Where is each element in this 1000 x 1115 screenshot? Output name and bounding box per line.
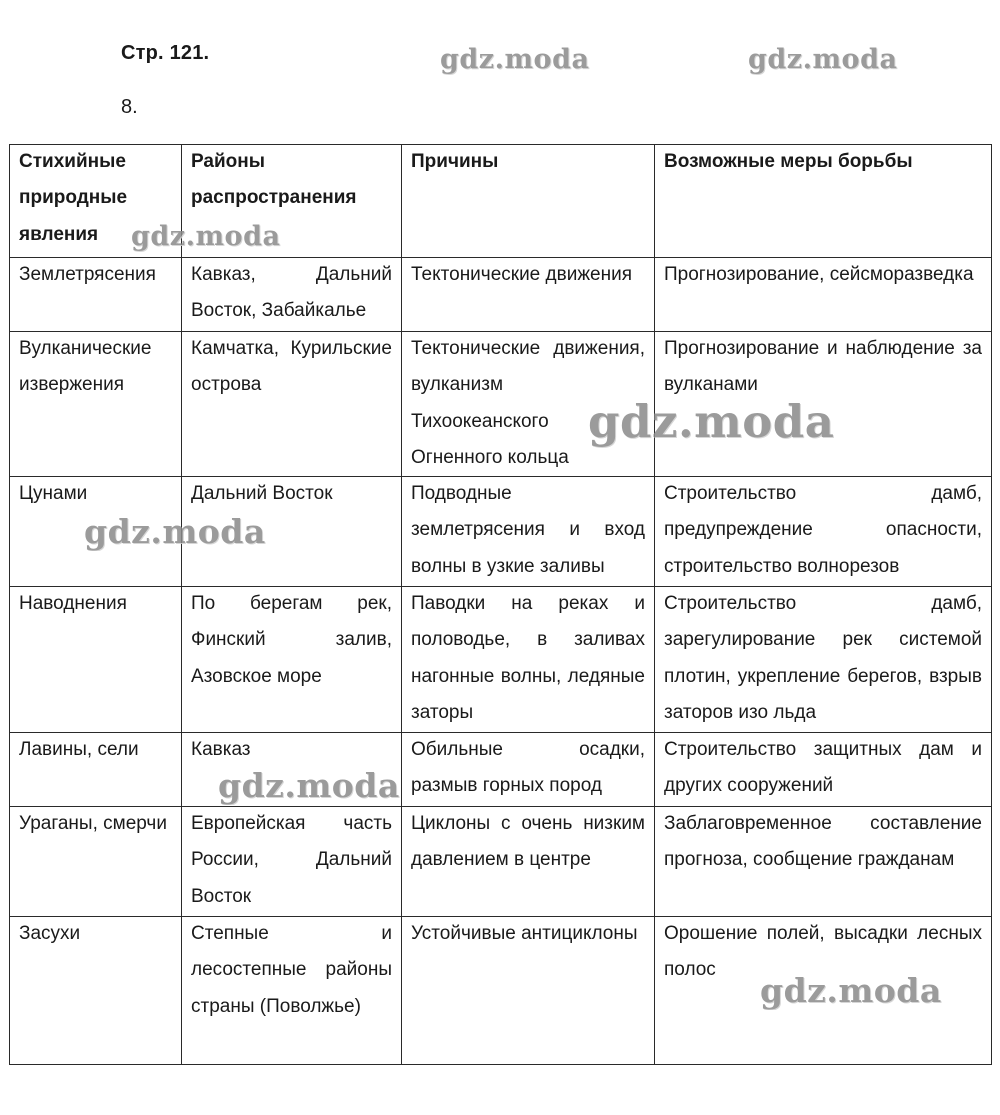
table-row [10, 807, 992, 917]
column-header-regions: Районы распространения [182, 145, 402, 258]
column-header-phenomenon: Стихийные природные явления [10, 145, 182, 258]
cell-regions: Кавказ, Дальний Восток, Забайкалье [182, 258, 402, 332]
cell-measures: Строительство защитных дам и других сооружений [655, 733, 992, 807]
cell-causes: Циклоны с очень низким давлением в центре [402, 807, 655, 917]
table-header-row [10, 145, 992, 258]
cell-causes: Подводные землетрясения и вход волны в узкие заливы [402, 477, 655, 587]
cell-phenomenon: Вулканические извержения [10, 332, 182, 477]
table-row [10, 477, 992, 587]
cell-regions: Степные и лесостепные районы страны (Поволжье) [182, 917, 402, 1065]
watermark: gdz.moda [131, 221, 281, 252]
cell-causes: Тектонические движения [402, 258, 655, 332]
cell-measures: Прогнозирование, сейсморазведка [655, 258, 992, 332]
cell-causes: Обильные осадки, размыв горных пород [402, 733, 655, 807]
cell-measures: Строительство дамб, зарегулирование рек системой плотин, укрепление берегов, взрыв заторов изо льда [655, 587, 992, 733]
table-row [10, 733, 992, 807]
watermark: gdz.moda [588, 395, 835, 448]
cell-regions: Дальний Восток [182, 477, 402, 587]
cell-phenomenon: Землетрясения [10, 258, 182, 332]
cell-regions: Кавказ [182, 733, 402, 807]
task-number: 8. [121, 96, 138, 118]
cell-causes: Паводки на реках и половодье, в заливах нагонные волны, ледяные заторы [402, 587, 655, 733]
cell-causes: Тектонические движения, вулканизм Тихоокеанского Огненного кольца [402, 332, 655, 477]
cell-phenomenon: Цунами [10, 477, 182, 587]
cell-phenomenon: Засухи [10, 917, 182, 1065]
cell-phenomenon: Ураганы, смерчи [10, 807, 182, 917]
table-row [10, 587, 992, 733]
watermark: gdz.moda [748, 44, 898, 75]
cell-regions: Европейская часть России, Дальний Восток [182, 807, 402, 917]
column-header-measures: Возможные меры борьбы [655, 145, 992, 258]
cell-regions: Камчатка, Курильские острова [182, 332, 402, 477]
cell-measures: Орошение полей, высадки лесных полос [655, 917, 992, 1065]
watermark: gdz.moda [760, 971, 942, 1010]
page-label: Стр. 121. [121, 42, 210, 64]
watermark: gdz.moda [84, 512, 266, 551]
cell-measures: Прогнозирование и наблюдение за вулканами [655, 332, 992, 477]
table-row [10, 258, 992, 332]
column-header-causes: Причины [402, 145, 655, 258]
cell-measures: Строительство дамб, предупреждение опасности, строительство волнорезов [655, 477, 992, 587]
cell-phenomenon: Лавины, сели [10, 733, 182, 807]
cell-regions: По берегам рек, Финский залив, Азовское море [182, 587, 402, 733]
watermark: gdz.moda [218, 766, 400, 805]
natural-phenomena-table [9, 144, 992, 1065]
cell-measures: Заблаговременное составление прогноза, сообщение гражданам [655, 807, 992, 917]
cell-causes: Устойчивые антициклоны [402, 917, 655, 1065]
table-row [10, 917, 992, 1065]
table-row [10, 332, 992, 477]
watermark: gdz.moda [440, 44, 590, 75]
cell-phenomenon: Наводнения [10, 587, 182, 733]
